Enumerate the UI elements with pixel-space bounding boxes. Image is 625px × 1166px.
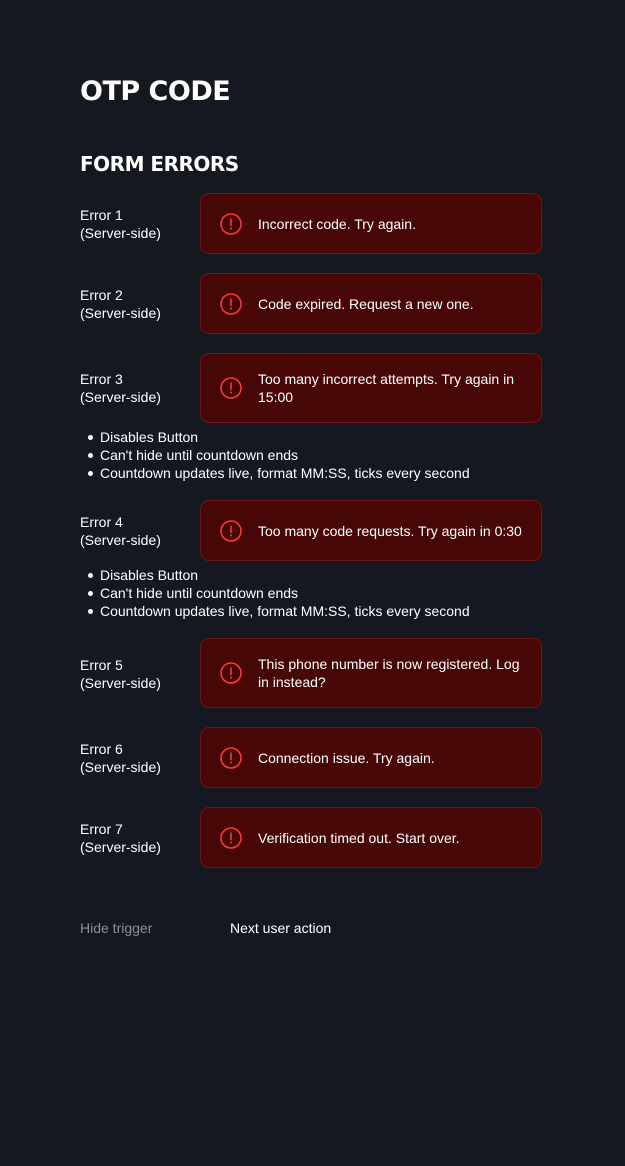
error-type: (Server-side) bbox=[80, 675, 161, 691]
error-name: Error 5 bbox=[80, 657, 123, 673]
error-2-message-box bbox=[200, 273, 542, 334]
error-message: Too many incorrect attempts. Try again in 15:00 bbox=[258, 371, 514, 405]
error-name: Error 2 bbox=[80, 287, 123, 303]
error-type: (Server-side) bbox=[80, 225, 161, 241]
alert-circle-icon bbox=[220, 827, 242, 849]
error-5-label bbox=[80, 656, 161, 692]
error-name: Error 1 bbox=[80, 207, 123, 223]
error-name: Error 3 bbox=[80, 371, 123, 387]
error-4-label bbox=[80, 513, 161, 549]
error-4-message-box bbox=[200, 500, 542, 561]
error-7-message-box bbox=[200, 807, 542, 868]
error-1-message-box bbox=[200, 193, 542, 254]
error-3-label bbox=[80, 370, 161, 406]
note-item: Disables Button bbox=[80, 428, 470, 446]
alert-circle-icon bbox=[220, 293, 242, 315]
note-item: Disables Button bbox=[80, 566, 470, 584]
hide-trigger-label: Hide trigger bbox=[80, 920, 153, 936]
error-message: Code expired. Request a new one. bbox=[258, 295, 474, 312]
alert-circle-icon bbox=[220, 747, 242, 769]
alert-circle-icon bbox=[220, 377, 242, 399]
page-title: OTP CODE bbox=[80, 76, 231, 107]
error-4-notes bbox=[80, 566, 470, 620]
error-3-message-box bbox=[200, 353, 542, 423]
alert-circle-icon bbox=[220, 662, 242, 684]
error-type: (Server-side) bbox=[80, 839, 161, 855]
error-name: Error 6 bbox=[80, 741, 123, 757]
error-message: Incorrect code. Try again. bbox=[258, 215, 416, 232]
error-5-message-box bbox=[200, 638, 542, 708]
error-6-message-box bbox=[200, 727, 542, 788]
error-message: Verification timed out. Start over. bbox=[258, 829, 460, 846]
error-message: Too many code requests. Try again in 0:30 bbox=[258, 522, 522, 539]
error-name: Error 7 bbox=[80, 821, 123, 837]
error-1-label bbox=[80, 206, 161, 242]
alert-circle-icon bbox=[220, 213, 242, 235]
error-type: (Server-side) bbox=[80, 305, 161, 321]
hide-trigger-value: Next user action bbox=[230, 920, 332, 936]
error-message: Connection issue. Try again. bbox=[258, 749, 435, 766]
note-item: Countdown updates live, format MM:SS, ticks every second bbox=[80, 464, 470, 482]
alert-circle-icon bbox=[220, 520, 242, 542]
note-item: Countdown updates live, format MM:SS, ticks every second bbox=[80, 602, 470, 620]
error-2-label bbox=[80, 286, 161, 322]
error-7-label bbox=[80, 820, 161, 856]
error-3-notes bbox=[80, 428, 470, 482]
error-type: (Server-side) bbox=[80, 532, 161, 548]
error-message: This phone number is now registered. Log in instead? bbox=[258, 656, 520, 690]
note-item: Can't hide until countdown ends bbox=[80, 446, 470, 464]
error-type: (Server-side) bbox=[80, 759, 161, 775]
error-type: (Server-side) bbox=[80, 389, 161, 405]
error-name: Error 4 bbox=[80, 514, 123, 530]
section-title: FORM ERRORS bbox=[80, 152, 239, 176]
note-item: Can't hide until countdown ends bbox=[80, 584, 470, 602]
error-6-label bbox=[80, 740, 161, 776]
